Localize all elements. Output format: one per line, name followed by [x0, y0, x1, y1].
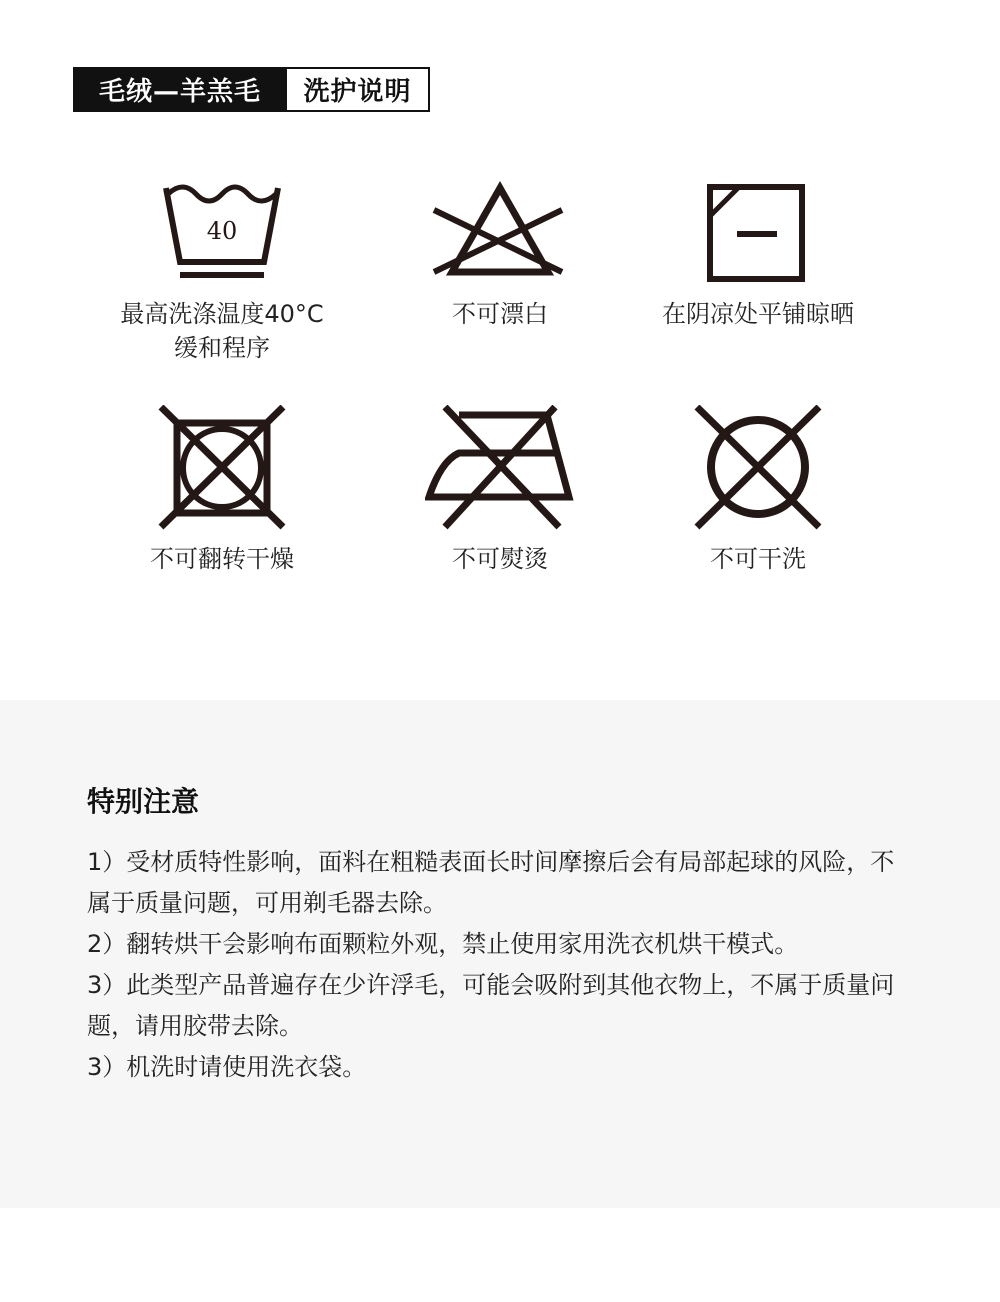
dry-flat-shade-label: 在阴凉处平铺晾晒: [662, 300, 854, 328]
notice-item: 3）机洗时请使用洗衣袋。: [87, 1053, 367, 1081]
care-item-no-tumble-dry: [72, 405, 372, 576]
care-item-wash-40: [72, 180, 372, 365]
no-bleach-label: 不可漂白: [452, 300, 548, 328]
dry-flat-shade-icon: [703, 180, 813, 285]
notice-item: 2）翻转烘干会影响布面颗粒外观，禁止使用家用洗衣机烘干模式。: [87, 930, 799, 958]
notice-item: 3）此类型产品普遍存在少许浮毛，可能会吸附到其他衣物上，不属于质量问题，请用胶带去除。: [87, 971, 895, 1040]
notice-item: 1）受材质特性影响，面料在粗糙表面长时间摩擦后会有局部起球的风险，不属于质量问题，可用剃毛器去除。: [87, 848, 895, 917]
care-item-no-dry-clean: [608, 405, 908, 576]
care-item-no-bleach: [350, 180, 650, 331]
title-bar: [73, 67, 430, 112]
no-tumble-dry-label: 不可翻转干燥: [150, 545, 294, 573]
no-iron-label: 不可熨烫: [452, 545, 548, 573]
no-tumble-dry-icon: [157, 405, 287, 530]
wash-temperature-text: 40: [206, 217, 238, 245]
wash-40-gentle-icon: [162, 180, 282, 285]
care-item-no-iron: [350, 405, 650, 576]
special-notice-section: [0, 700, 1000, 1208]
no-dry-clean-icon: [693, 405, 823, 530]
care-item-dry-flat-shade: [608, 180, 908, 331]
notice-heading: 特别注意: [87, 785, 200, 818]
no-bleach-icon: [430, 180, 570, 285]
product-category-label: 毛绒—羊羔毛: [73, 67, 287, 112]
care-instructions-label: 洗护说明: [287, 67, 430, 112]
no-iron-icon: [425, 405, 575, 530]
wash-40-label: 最高洗涤温度40°C 缓和程序: [120, 300, 324, 362]
no-dry-clean-label: 不可干洗: [710, 545, 806, 573]
notice-list: [87, 842, 917, 1088]
